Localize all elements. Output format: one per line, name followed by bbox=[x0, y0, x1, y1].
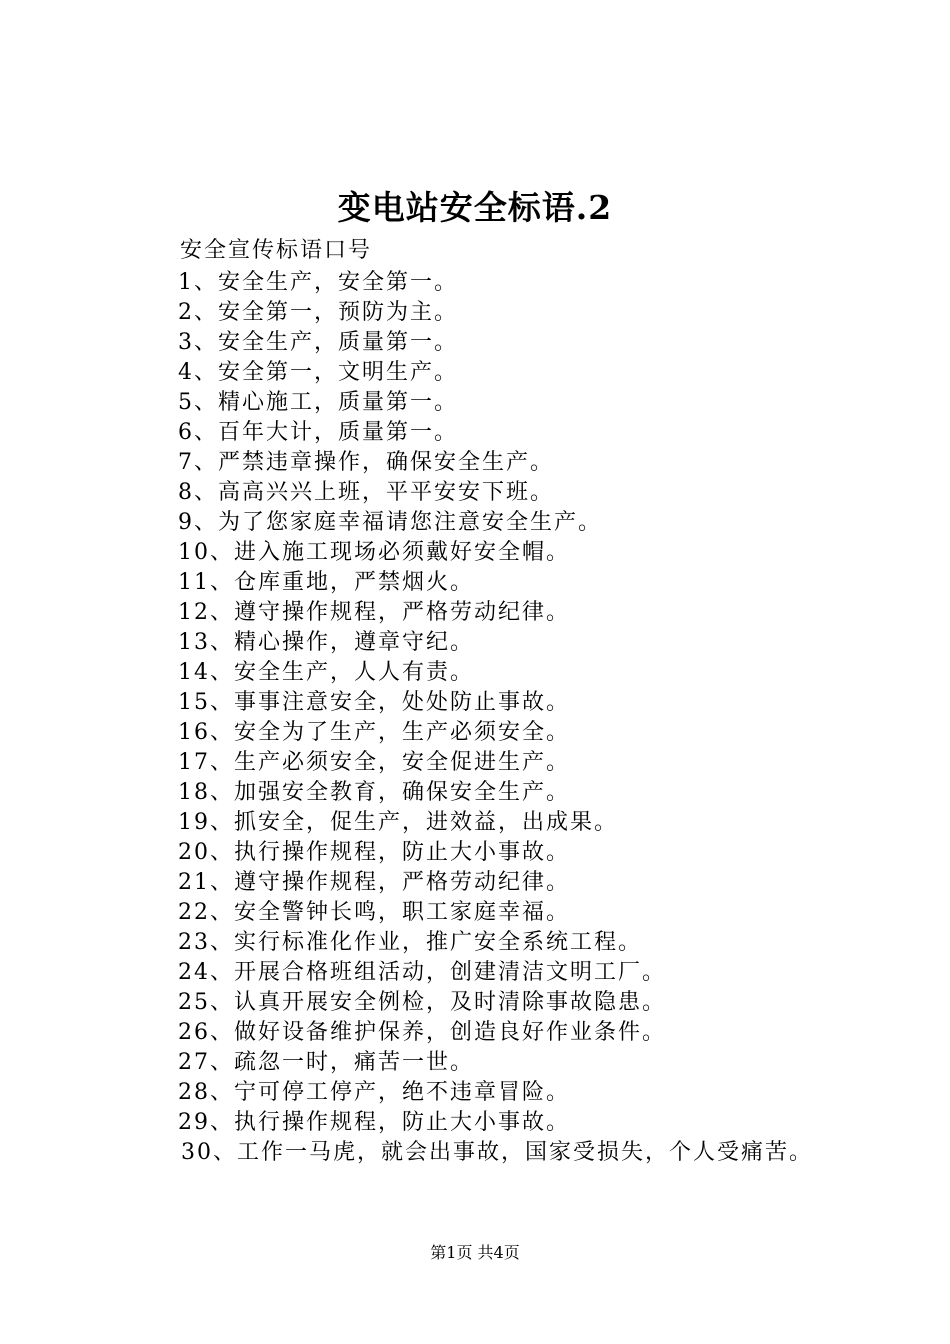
list-item: 21、遵守操作规程，严格劳动纪律。 bbox=[178, 870, 570, 895]
list-item: 25、认真开展安全例检，及时清除事故隐患。 bbox=[178, 990, 666, 1015]
list-item: 12、遵守操作规程，严格劳动纪律。 bbox=[178, 600, 570, 625]
list-item: 3、安全生产，质量第一。 bbox=[178, 330, 458, 355]
list-item: 5、精心施工，质量第一。 bbox=[178, 390, 458, 415]
list-item: 16、安全为了生产，生产必须安全。 bbox=[178, 720, 570, 745]
list-item: 17、生产必须安全，安全促进生产。 bbox=[178, 750, 570, 775]
list-item: 10、进入施工现场必须戴好安全帽。 bbox=[178, 540, 570, 565]
page-number-footer: 第1页 共4页 bbox=[430, 1243, 520, 1262]
list-item: 27、疏忽一时，痛苦一世。 bbox=[178, 1050, 474, 1075]
list-item: 28、宁可停工停产，绝不违章冒险。 bbox=[178, 1080, 570, 1105]
document-title: 变电站安全标语.2 bbox=[337, 188, 613, 227]
list-item: 22、安全警钟长鸣，职工家庭幸福。 bbox=[178, 900, 570, 925]
list-item: 6、百年大计，质量第一。 bbox=[178, 420, 458, 445]
list-item: 1、安全生产，安全第一。 bbox=[178, 270, 458, 295]
slogan-list bbox=[178, 268, 813, 1168]
list-item: 20、执行操作规程，防止大小事故。 bbox=[178, 840, 570, 865]
list-item: 18、加强安全教育，确保安全生产。 bbox=[178, 780, 570, 805]
list-item: 24、开展合格班组活动，创建清洁文明工厂。 bbox=[178, 960, 666, 985]
list-item: 2、安全第一，预防为主。 bbox=[178, 300, 458, 325]
list-item: 30、工作一马虎，就会出事故，国家受损失，个人受痛苦。 bbox=[181, 1140, 813, 1165]
list-item: 14、安全生产，人人有责。 bbox=[178, 660, 474, 685]
list-item: 9、为了您家庭幸福请您注意安全生产。 bbox=[178, 510, 602, 535]
list-item: 23、实行标准化作业，推广安全系统工程。 bbox=[178, 930, 642, 955]
list-item: 19、抓安全，促生产，进效益，出成果。 bbox=[178, 810, 618, 835]
list-item: 29、执行操作规程，防止大小事故。 bbox=[178, 1110, 570, 1135]
document-subtitle: 安全宣传标语口号 bbox=[180, 238, 373, 263]
list-item: 26、做好设备维护保养，创造良好作业条件。 bbox=[178, 1020, 666, 1045]
list-item: 11、仓库重地，严禁烟火。 bbox=[178, 570, 474, 595]
list-item: 7、严禁违章操作，确保安全生产。 bbox=[178, 450, 554, 475]
list-item: 13、精心操作，遵章守纪。 bbox=[178, 630, 474, 655]
list-item: 8、高高兴兴上班，平平安安下班。 bbox=[178, 480, 554, 505]
list-item: 15、事事注意安全，处处防止事故。 bbox=[178, 690, 570, 715]
list-item: 4、安全第一，文明生产。 bbox=[178, 360, 458, 385]
